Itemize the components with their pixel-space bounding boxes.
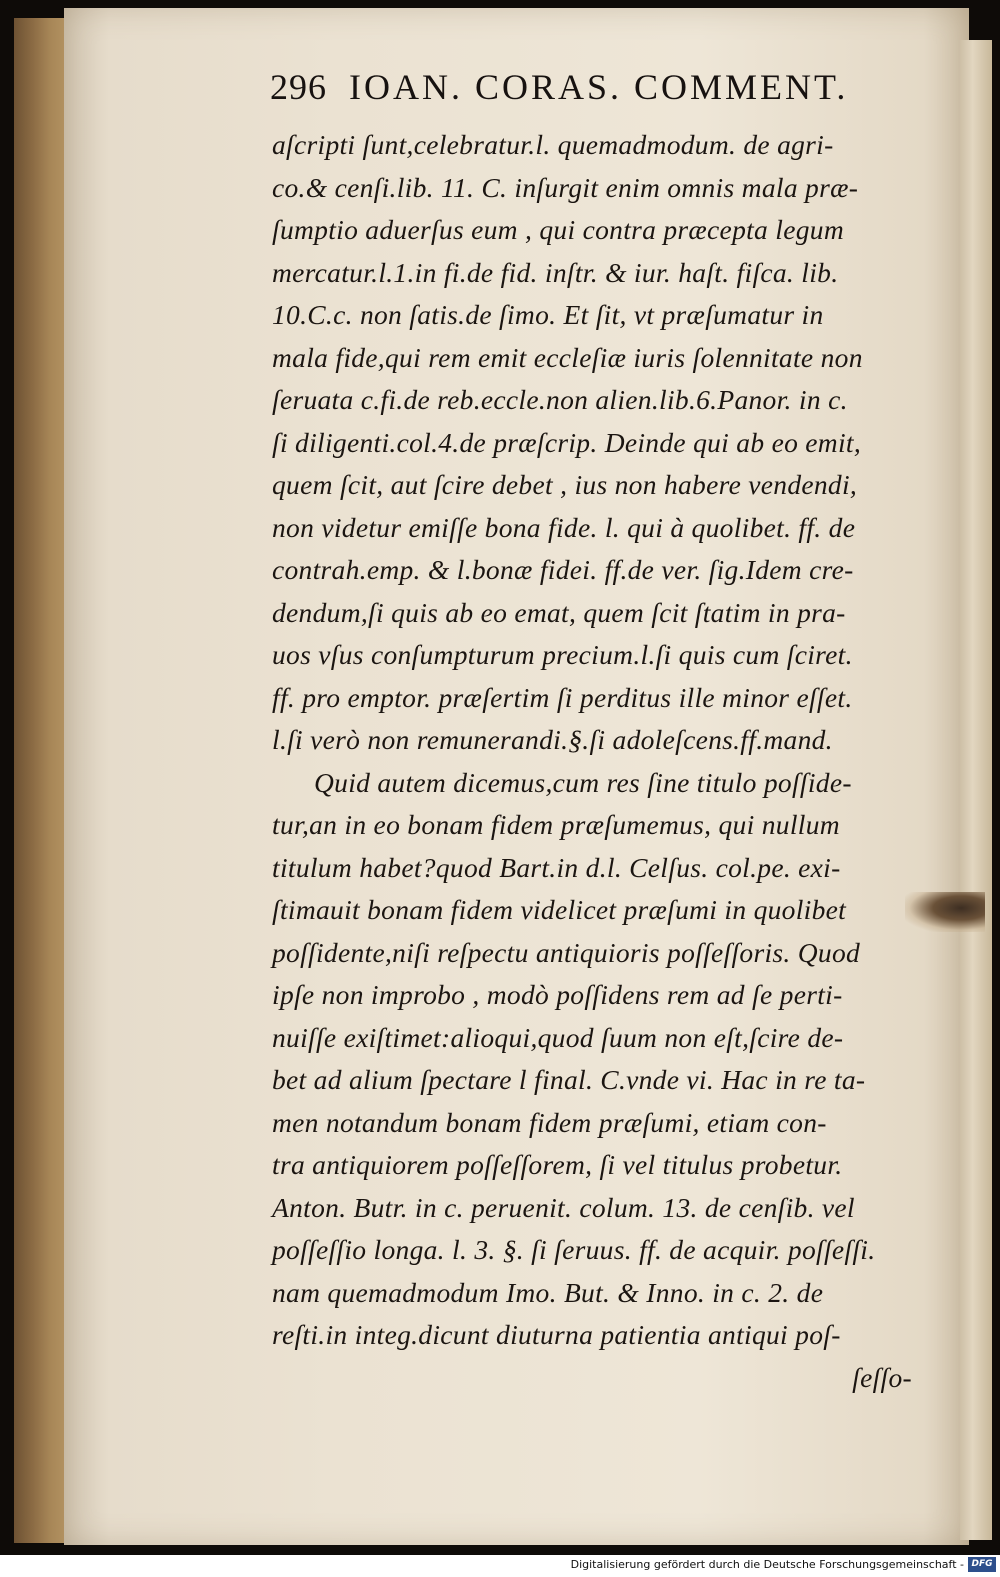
book-edge-right bbox=[960, 40, 992, 1540]
running-head bbox=[270, 66, 850, 114]
text-line: ſumptio aduerſus eum , qui contra præcepta legum bbox=[272, 214, 844, 245]
text-line: uos vſus conſumpturum precium.l.ſi quis cum ſciret. bbox=[272, 639, 853, 670]
text-line: Anton. Butr. in c. peruenit. colum. 13. de cenſib. vel bbox=[272, 1191, 855, 1223]
text-line: titulum habet?quod Bart.in d.l. Celſus. col.pe. exi- bbox=[272, 851, 841, 883]
text-line: dendum,ſi quis ab eo emat, quem ſcit ſtatim in pra- bbox=[272, 596, 846, 628]
text-line: co.& cenſi.lib. 11. C. inſurgit enim omnis mala præ- bbox=[272, 171, 859, 203]
text-line: tra antiquiorem poſſeſſorem, ſi vel titulus probetur. bbox=[272, 1149, 843, 1180]
text-line: l.ſi verò non remunerandi.§.ſi adoleſcens.ff.mand. bbox=[272, 724, 833, 755]
text-line: ſi diligenti.col.4.de præſcrip. Deinde qui ab eo emit, bbox=[272, 426, 862, 458]
text-line: poſſidente,niſi reſpectu antiquioris poſſeſſoris. Quod bbox=[272, 936, 861, 968]
text-body bbox=[272, 124, 932, 1399]
page-number: 296 bbox=[270, 67, 327, 107]
text-line: nuiſſe exiſtimet:alioqui,quod ſuum non eſt,ſcire de- bbox=[272, 1021, 844, 1053]
text-line: mala fide,qui rem emit eccleſiæ iuris ſolennitate non bbox=[272, 341, 863, 373]
text-line: ff. pro emptor. præſertim ſi perditus ille minor eſſet. bbox=[272, 681, 853, 713]
text-line: poſſeſſio longa. l. 3. §. ſi ſeruus. ff. de acquir. poſſeſſi. bbox=[272, 1234, 876, 1265]
text-line: men notandum bonam fidem præſumi, etiam con- bbox=[272, 1106, 827, 1138]
text-line: ſeruata c.fi.de reb.eccle.non alien.lib.6.Panor. in c. bbox=[272, 384, 848, 415]
text-line: ipſe non improbo , modò poſſidens rem ad ſe perti- bbox=[272, 979, 843, 1010]
text-line: non videtur emiſſe bona fide. l. qui à quolibet. ff. de bbox=[272, 511, 856, 543]
digitization-credit: Digitalisierung gefördert durch die Deutsche Forschungsgemeinschaft - bbox=[570, 1558, 964, 1571]
text-line: aſcripti ſunt,celebratur.l. quemadmodum. de agri- bbox=[272, 129, 834, 160]
dfg-logo-icon: DFG bbox=[968, 1557, 996, 1572]
text-line: contrah.emp. & l.bonæ fidei. ff.de ver. ſig.Idem cre- bbox=[272, 554, 854, 585]
text-line: 10.C.c. non ſatis.de ſimo. Et ſit, vt præſumatur in bbox=[272, 299, 824, 330]
text-line: bet ad alium ſpectare l final. C.vnde vi. Hac in re ta- bbox=[272, 1064, 866, 1095]
running-head-title: IOAN. CORAS. COMMENT. bbox=[349, 67, 849, 107]
text-line: reſti.in integ.dicunt diuturna patientia antiqui poſ- bbox=[272, 1319, 841, 1350]
text-line: ſtimauit bonam fidem videlicet præſumi in quolibet bbox=[272, 894, 847, 925]
text-line: nam quemadmodum Imo. But. & Inno. in c. 2. de bbox=[272, 1276, 824, 1308]
text-line: mercatur.l.1.in fi.de fid. inſtr. & iur. haſt. fiſca. lib. bbox=[272, 256, 839, 288]
text-line: quem ſcit, aut ſcire debet , ius non habere vendendi, bbox=[272, 469, 858, 500]
text-line: tur,an in eo bonam fidem præſumemus, qui nullum bbox=[272, 809, 840, 840]
paragraph-start-line: Quid autem dicemus,cum res ſine titulo poſſide- bbox=[314, 766, 852, 798]
catchword: ſeſſo- bbox=[852, 1361, 912, 1393]
